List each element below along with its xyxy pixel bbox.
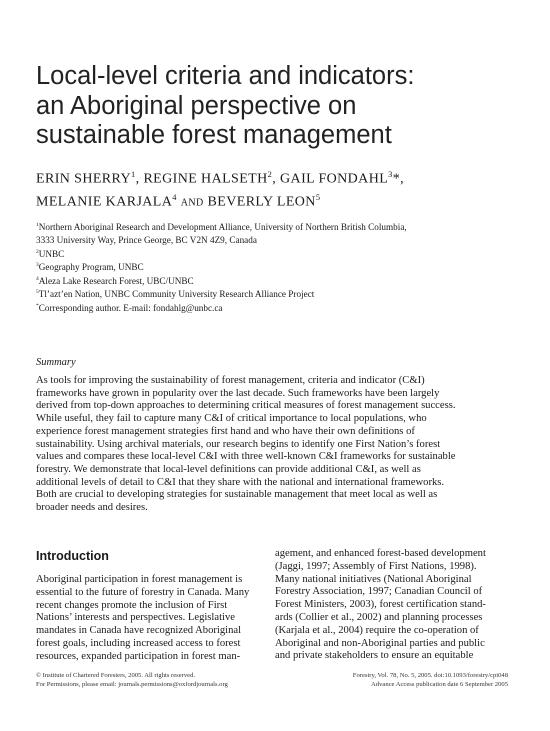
- author-name: BEVERLY LEON: [207, 194, 316, 210]
- footer-line: Forestry, Vol. 78, No. 5, 2005. doi:10.1093/forestry/cpi048: [352, 672, 508, 679]
- affiliation-text: Tl’azt’en Nation, UNBC Community University Research Alliance Project: [38, 289, 315, 300]
- summary-line: Both are crucial to developing strategies for sustainable management that meet local as well as: [36, 489, 438, 501]
- body-line: Forestry Association, 1997; Canadian Council of: [275, 586, 483, 598]
- body-line: recent changes promote the inclusion of First: [36, 599, 228, 611]
- affiliation: [36, 260, 407, 273]
- body-line: resources, expanded participation in forest man-: [36, 650, 241, 662]
- author-affiliation-mark: 1: [131, 170, 136, 179]
- body-line: Aboriginal participation in forest management is: [36, 574, 243, 585]
- author-list: [36, 166, 404, 212]
- summary-line: frameworks have grown in popularity over the last decade. Such frameworks have been largely: [36, 387, 440, 399]
- author-line: [36, 189, 404, 212]
- summary-abstract: [36, 375, 516, 515]
- body-line: (Karjala et al., 2004) require the co-operation of: [275, 624, 479, 636]
- title-line: an Aboriginal perspective on: [36, 91, 357, 120]
- affiliation-mark: 3: [36, 262, 39, 269]
- author-conjunction: and: [180, 194, 204, 210]
- footer-line: © Institute of Chartered Foresters, 2005. All rights reserved.: [36, 672, 196, 679]
- summary-line: values and compares these local-level C&I with three well-known C&I frameworks for sustainable: [36, 451, 456, 463]
- body-line: Forest Ministers, 2003), forest certification stand-: [275, 599, 486, 611]
- footer-line: For Permissions, please email: journals.permissions@oxfordjournals.org: [36, 680, 228, 688]
- author-name: REGINE HALSETH: [143, 171, 268, 187]
- affiliation-mark: *: [36, 302, 39, 309]
- author-name: GAIL FONDAHL: [280, 171, 389, 187]
- affiliation: [36, 247, 407, 260]
- body-column-left: [36, 574, 249, 664]
- affiliation: [36, 274, 407, 287]
- corresponding-author: [36, 301, 407, 314]
- affiliation-text: Geography Program, UNBC: [38, 262, 144, 273]
- author-separator: ,: [135, 171, 144, 187]
- body-line: Aboriginal and non-Aboriginal parties and public: [275, 637, 485, 649]
- author-name: MELANIE KARJALA: [36, 194, 173, 210]
- author-affiliation-mark: 2: [267, 170, 273, 179]
- summary-line: broader needs and desires.: [36, 502, 148, 514]
- body-line: Many national initiatives (National Aboriginal: [275, 573, 472, 585]
- affiliation-mark: 5: [36, 289, 39, 296]
- summary-label: Summary: [36, 357, 76, 368]
- body-line: and private stakeholders to ensure an equitable: [275, 650, 474, 662]
- summary-line: forestry. We demonstrate that local-level definitions can provide additional C&I, as well as: [36, 463, 421, 475]
- affiliation: [36, 233, 407, 246]
- body-line: ards (Collier et al., 2002) and planning processes: [275, 611, 483, 623]
- body-line: agement, and enhanced forest-based development: [275, 548, 486, 559]
- affiliation-text: UNBC: [38, 249, 65, 259]
- author-line: [36, 166, 404, 189]
- journal-citation-footer: [353, 672, 508, 689]
- title-line: sustainable forest management: [36, 121, 392, 149]
- footer-line: Advance Access publication date 6 September 2005: [371, 680, 508, 688]
- affiliation-mark: 4: [36, 275, 39, 282]
- body-line: essential to the future of forestry in Canada. Many: [36, 586, 250, 598]
- body-line: (Jaggi, 1997; Assembly of First Nations, 1998).: [275, 560, 477, 572]
- title-line: Local-level criteria and indicators:: [36, 62, 415, 90]
- affiliation-text: 3333 University Way, Prince George, BC V2N 4Z9, Canada: [36, 235, 257, 246]
- affiliation-mark: 1: [36, 222, 39, 228]
- summary-line: While useful, they fail to capture many C&I of critical importance to local populations, who: [36, 413, 427, 425]
- author-separator: ,: [272, 171, 281, 187]
- affiliation-text: Aleza Lake Research Forest, UBC/UNBC: [38, 275, 194, 286]
- body-column-right: [275, 548, 486, 663]
- affiliation-mark: 2: [36, 248, 39, 255]
- summary-line: derived from top-down approaches to determining critical measures of forest management success.: [36, 400, 456, 412]
- author-name: ERIN SHERRY: [36, 171, 132, 187]
- summary-line: sustainability. Using archival materials, our research begins to identify one First Nation’s forest: [36, 438, 441, 450]
- affiliation: [36, 287, 407, 300]
- author-affiliation-mark: 4: [172, 193, 177, 203]
- summary-line: As tools for improving the sustainability of forest management, criteria and indicator (C&I): [36, 375, 425, 386]
- affiliation-list: [36, 220, 407, 314]
- body-line: Nations’ interests and perspectives. Legislative: [36, 612, 235, 624]
- affiliation-text: Northern Aboriginal Research and Development Alliance, University of Northern British Columbia,: [38, 222, 407, 233]
- summary-line: experience forest management strategies first hand and who have their own definitions of: [36, 425, 415, 437]
- author-separator: *,: [392, 171, 405, 187]
- copyright-footer: [36, 672, 228, 689]
- affiliation-text: Corresponding author. E-mail: fondahlg@unbc.ca: [38, 302, 223, 313]
- author-affiliation-mark: 5: [315, 193, 321, 203]
- body-line: forest goals, including increased access to forest: [36, 637, 241, 649]
- article-title: [36, 62, 516, 151]
- body-line: mandates in Canada have recognized Aboriginal: [36, 625, 242, 637]
- author-affiliation-mark: 3: [388, 170, 393, 179]
- section-heading-introduction: Introduction: [36, 549, 109, 563]
- summary-line: additional levels of detail to C&I that they share with the national and international frameworks.: [36, 476, 445, 488]
- affiliation: [36, 220, 407, 233]
